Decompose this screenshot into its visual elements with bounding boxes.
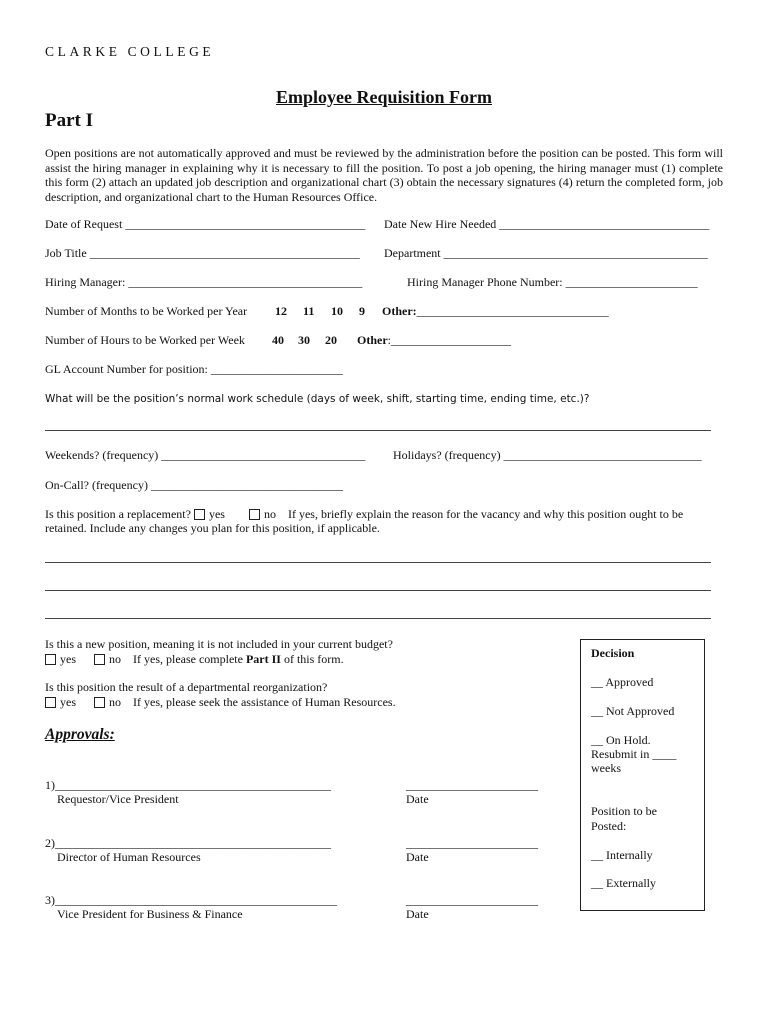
new-position-yes-label: yes (60, 652, 76, 666)
decision-not-approved[interactable]: __ Not Approved (591, 704, 675, 718)
approval-role-1: Requestor/Vice President (57, 792, 179, 806)
new-position-options (45, 652, 344, 666)
reorg-yes-label: yes (60, 695, 76, 709)
approval-role-3: Vice President for Business & Finance (57, 907, 243, 921)
posted-label-1: Position to be (591, 804, 658, 818)
reorg-no-checkbox[interactable] (94, 697, 105, 708)
approval-date-label-2: Date (406, 850, 429, 864)
reorg-question: Is this position the result of a departmental reorganization? (45, 680, 328, 694)
replacement-question: Is this position a replacement? (45, 507, 191, 521)
part-heading: Part I (45, 110, 94, 131)
reorg-options (45, 695, 396, 709)
decision-on-hold[interactable]: __ On Hold. (591, 733, 651, 747)
decision-weeks: weeks (591, 761, 621, 775)
new-position-note-post: of this form. (280, 652, 344, 666)
approval-date-label-1: Date (406, 792, 429, 806)
date-new-hire-field[interactable]: Date New Hire Needed ___________________________________ (384, 217, 710, 231)
replacement-explain: If yes, briefly explain the reason for the vacancy and why this position ought to be (287, 507, 684, 521)
approval-date-line-3[interactable]: ______________________ (406, 893, 538, 907)
replacement-no-label: no (263, 507, 276, 521)
department-field[interactable]: Department ____________________________________________ (384, 246, 708, 260)
approval-line-1[interactable]: 1)______________________________________________ (45, 778, 331, 792)
intro-paragraph: Open positions are not automatically approved and must be reviewed by the administration before the position can be posted. This form will assist the hiring manager in explaining why it is necessary to fill the position. To post a job opening, the hiring manager must (1) complete this form (2) attach an updated job description and organizational chart (3) obtain the necessary signatures (4) return the completed form, job description, and organizational chart to the Human Resources Office. (45, 146, 723, 204)
replacement-yes-checkbox[interactable] (194, 509, 205, 520)
replacement-question-row (45, 507, 683, 521)
reorg-note: If yes, please seek the assistance of Human Resources. (133, 695, 396, 709)
months-other-line[interactable]: ________________________________ (416, 304, 609, 318)
months-option-11[interactable]: 11 (303, 304, 315, 318)
job-title-field[interactable]: Job Title _____________________________________________ (45, 246, 360, 260)
date-of-request-field[interactable]: Date of Request ________________________________________ (45, 217, 366, 231)
replacement-yes-label: yes (208, 507, 225, 521)
decision-resubmit[interactable]: Resubmit in ____ (591, 747, 677, 761)
hiring-manager-phone-field[interactable]: Hiring Manager Phone Number: ______________________ (407, 275, 698, 289)
months-option-12[interactable]: 12 (275, 304, 287, 318)
hiring-manager-field[interactable]: Hiring Manager: _______________________________________ (45, 275, 363, 289)
gl-account-field[interactable]: GL Account Number for position: ______________________ (45, 362, 343, 376)
decision-title: Decision (591, 646, 635, 660)
new-position-yes-checkbox[interactable] (45, 654, 56, 665)
approvals-heading: Approvals: (45, 726, 115, 743)
hours-other-field[interactable] (357, 333, 511, 347)
months-other-label: Other: (382, 304, 417, 318)
hours-other-label: Other (357, 333, 388, 347)
reorg-yes-checkbox[interactable] (45, 697, 56, 708)
new-position-question: Is this a new position, meaning it is not included in your current budget? (45, 637, 393, 651)
approval-date-line-1[interactable]: ______________________ (406, 778, 538, 792)
reorg-no-label: no (109, 695, 121, 709)
hours-option-40[interactable]: 40 (272, 333, 284, 347)
hours-label: Number of Hours to be Worked per Week (45, 333, 245, 347)
hours-option-30[interactable]: 30 (298, 333, 310, 347)
months-option-9[interactable]: 9 (359, 304, 365, 318)
schedule-question: What will be the position’s normal work schedule (days of week, shift, starting time, ending time, etc.)? (45, 393, 590, 405)
form-title: Employee Requisition Form (276, 87, 492, 107)
months-other-field[interactable] (382, 304, 609, 318)
replacement-answer-line-3[interactable] (45, 618, 711, 619)
approval-role-2: Director of Human Resources (57, 850, 201, 864)
new-position-no-checkbox[interactable] (94, 654, 105, 665)
weekends-field[interactable]: Weekends? (frequency) __________________________________ (45, 448, 366, 462)
decision-box (580, 639, 705, 911)
holidays-field[interactable]: Holidays? (frequency) _________________________________ (393, 448, 702, 462)
hours-other-line[interactable]: :____________________ (387, 333, 511, 347)
new-position-note-pre: If yes, please complete (133, 652, 246, 666)
months-option-10[interactable]: 10 (331, 304, 343, 318)
schedule-answer-line[interactable] (45, 430, 711, 431)
approval-date-line-2[interactable]: ______________________ (406, 836, 538, 850)
approval-date-label-3: Date (406, 907, 429, 921)
decision-approved[interactable]: __ Approved (591, 675, 654, 689)
posted-externally[interactable]: __ Externally (591, 876, 656, 890)
approval-line-2[interactable]: 2)______________________________________________ (45, 836, 331, 850)
posted-label-2: Posted: (591, 819, 627, 833)
college-name: CLARKE COLLEGE (45, 44, 215, 59)
new-position-no-label: no (109, 652, 121, 666)
replacement-no-checkbox[interactable] (249, 509, 260, 520)
replacement-answer-line-1[interactable] (45, 562, 711, 563)
replacement-answer-line-2[interactable] (45, 590, 711, 591)
posted-internally[interactable]: __ Internally (591, 848, 653, 862)
replacement-explain-cont: retained. Include any changes you plan for this position, if applicable. (45, 521, 380, 535)
new-position-note-bold: Part II (245, 652, 281, 666)
hours-option-20[interactable]: 20 (325, 333, 337, 347)
approval-line-3[interactable]: 3)_______________________________________________ (45, 893, 337, 907)
on-call-field[interactable]: On-Call? (frequency) ________________________________ (45, 478, 343, 492)
months-label: Number of Months to be Worked per Year (45, 304, 248, 318)
